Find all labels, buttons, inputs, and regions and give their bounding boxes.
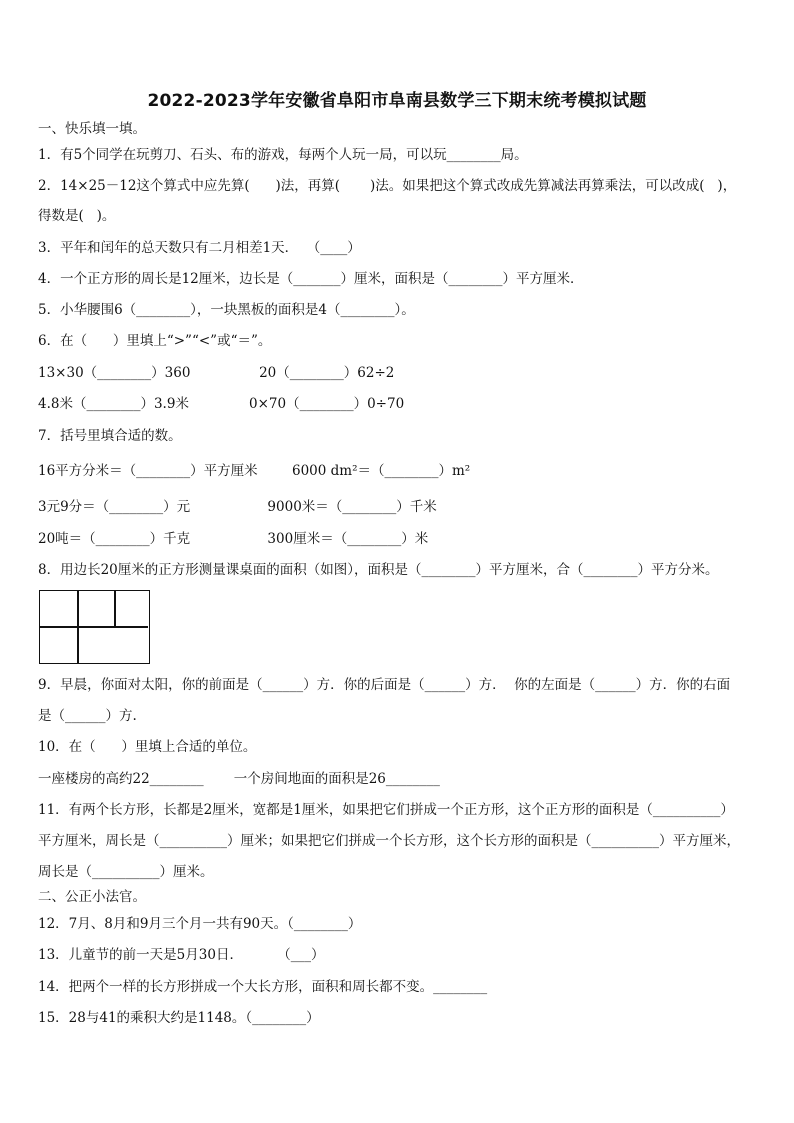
question-8: 8．用边长20厘米的正方形测量课桌面的面积（如图），面积是（________）平方厘米，合（________）平方分米。 bbox=[38, 562, 719, 578]
question-13: 13．儿童节的前一天是5月30日． （___） bbox=[38, 947, 325, 963]
question-2-line-1: 2．14×25－12这个算式中应先算( )法，再算( )法。如果把这个算式改成先算减法再算乘法，可以改成( )， bbox=[38, 178, 737, 194]
question-15: 15．28与41的乘积大约是1148。（________） bbox=[38, 1010, 320, 1026]
question-6: 6．在（ ）里填上“>”“<”或“＝”。 bbox=[38, 333, 272, 349]
grid-line bbox=[77, 627, 79, 663]
question-7: 7．括号里填合适的数。 bbox=[38, 428, 182, 444]
question-7-row-3: 20吨＝（________）千克 300厘米＝（________）米 bbox=[38, 531, 429, 547]
desk-grid-figure bbox=[39, 590, 150, 664]
question-1: 1．有5个同学在玩剪刀、石头、布的游戏，每两个人玩一局，可以玩________局。 bbox=[38, 147, 528, 163]
question-11-line-2: 平方厘米，周长是（__________）厘米；如果把它们拼成一个长方形，这个长方形的面积是（__________）平方厘米， bbox=[38, 833, 740, 849]
grid-line bbox=[40, 626, 148, 628]
grid-line bbox=[114, 591, 116, 627]
section-heading-1: 一、快乐填一填。 bbox=[38, 121, 146, 137]
question-3: 3．平年和闰年的总天数只有二月相差1天． （____） bbox=[38, 240, 361, 256]
section-heading-2: 二、公正小法官。 bbox=[38, 889, 146, 905]
question-6-row-1: 13×30（________）360 20（________）62÷2 bbox=[38, 365, 395, 381]
question-7-row-2: 3元9分＝（________）元 9000米＝（________）千米 bbox=[38, 499, 437, 515]
grid-line bbox=[77, 591, 79, 627]
page-title: 2022-2023学年安徽省阜阳市阜南县数学三下期末统考模拟试题 bbox=[147, 91, 647, 111]
question-11-line-3: 周长是（__________）厘米。 bbox=[38, 864, 214, 880]
question-10: 10．在（ ）里填上合适的单位。 bbox=[38, 739, 257, 755]
question-9-line-2: 是（______）方. bbox=[38, 708, 137, 724]
question-6-row-2: 4.8米（________）3.9米 0×70（________）0÷70 bbox=[38, 396, 405, 412]
question-10-row: 一座楼房的高约22________ 一个房间地面的面积是26________ bbox=[38, 771, 440, 787]
question-2-line-2: 得数是( )。 bbox=[38, 208, 116, 224]
question-9-line-1: 9．早晨，你面对太阳，你的前面是（______）方．你的后面是（______）方． 你的左面是（______）方．你的右面 bbox=[38, 677, 731, 693]
question-4: 4．一个正方形的周长是12厘米，边长是（_______）厘米，面积是（________）平方厘米． bbox=[38, 271, 584, 287]
question-14: 14．把两个一样的长方形拼成一个大长方形，面积和周长都不变。________ bbox=[38, 979, 488, 995]
question-7-row-1: 16平方分米＝（________）平方厘米 6000 dm²＝（________）m² bbox=[38, 463, 471, 479]
question-11-line-1: 11．有两个长方形，长都是2厘米，宽都是1厘米，如果把它们拼成一个正方形，这个正方形的面积是（__________） bbox=[38, 802, 734, 818]
question-12: 12．7月、8月和9月三个月一共有90天。（________） bbox=[38, 916, 362, 932]
question-5: 5．小华腰围6（________），一块黑板的面积是4（________）。 bbox=[38, 302, 415, 318]
